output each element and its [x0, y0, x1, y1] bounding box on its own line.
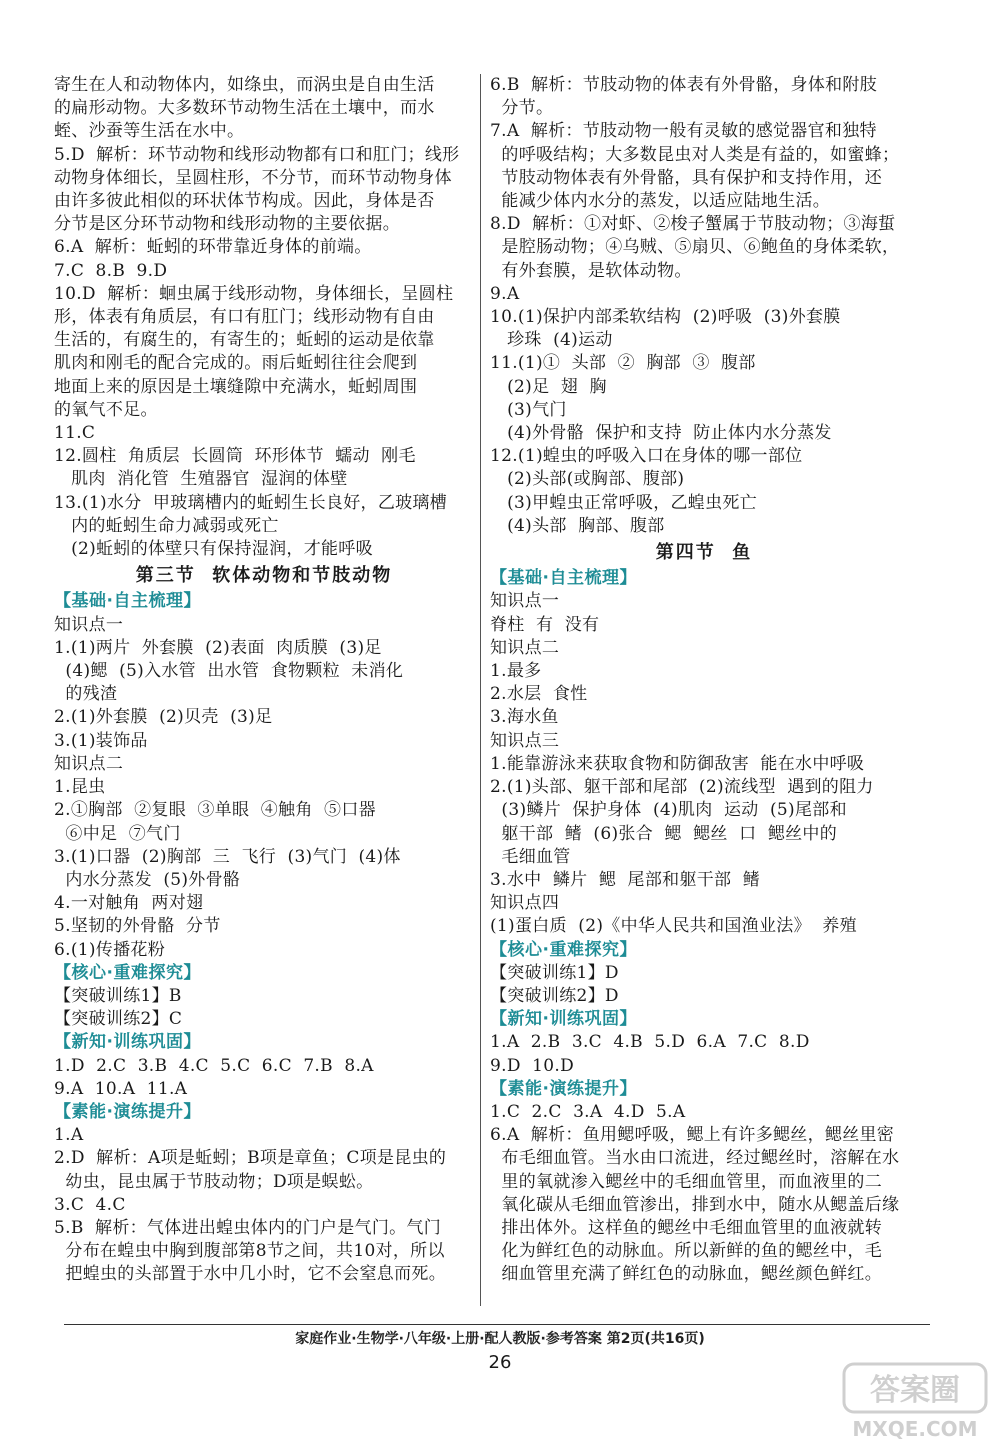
tag-core-explore: 【核心·重难探究】 — [490, 939, 637, 960]
answer-line: 细血管里充满了鲜红色的动脉血，鳃丝颜色鲜红。 — [490, 1264, 883, 1285]
answer-line: 1.A 2.B 3.C 4.B 5.D 6.A 7.C 8.D — [490, 1032, 810, 1053]
answer-line: 3.水中 鳞片 鳃 尾部和躯干部 鳍 — [490, 869, 761, 890]
column-divider — [480, 74, 481, 1306]
answer-line: (4)鳃 (5)入水管 出水管 食物颗粒 未消化 — [54, 661, 404, 682]
answer-line: 幼虫，昆虫属于节肢动物；D项是蜈蚣。 — [54, 1171, 374, 1192]
right-answers-block-1 — [490, 74, 918, 538]
left-answers-block-1 — [54, 74, 474, 561]
answer-line: 躯干部 鳍 (6)张合 鳃 鳃丝 口 鳃丝中的 — [490, 823, 838, 844]
answer-line: 1.C 2.C 3.A 4.D 5.A — [490, 1101, 686, 1122]
answer-line: 5.坚韧的外骨骼 分节 — [54, 916, 221, 937]
answer-line: 肌肉 消化管 生殖器官 湿润的体壁 — [54, 469, 348, 490]
answer-line: 1.(1)两片 外套膜 (2)表面 肉质膜 (3)足 — [54, 637, 382, 658]
answer-line: (3)甲蝗虫正常呼吸，乙蝗虫死亡 — [490, 492, 757, 513]
answer-line: 4.一对触角 两对翅 — [54, 893, 204, 914]
right-answers-block-4 — [490, 1031, 918, 1077]
right-answers-block-3 — [490, 962, 918, 1008]
answer-line: 知识点二 — [54, 753, 124, 774]
answer-line: 3.(1)口器 (2)胸部 三 飞行 (3)气门 (4)体 — [54, 846, 401, 867]
answer-line: 2.水层 食性 — [490, 684, 588, 705]
answer-line: 寄生在人和动物体内，如绦虫，而涡虫是自由生活 — [54, 75, 435, 95]
answer-line: 地面上来的原因是土壤缝隙中充满水，蚯蚓周围 — [54, 376, 418, 397]
answer-line: 内的蚯蚓生命力减弱或死亡 — [54, 515, 279, 536]
answer-line: 6.A 解析：蚯蚓的环带靠近身体的前端。 — [54, 237, 372, 258]
answer-line: 6.B 解析：节肢动物的体表有外骨骼，身体和附肢 — [490, 75, 878, 95]
answer-line: 里的氧就渗入鳃丝中的毛细血管里，而血液里的二 — [490, 1171, 883, 1192]
answer-line: 知识点三 — [490, 730, 560, 751]
watermark-logo-icon — [840, 1360, 990, 1444]
answer-line: 3.(1)装饰品 — [54, 730, 148, 751]
answer-line: 的残渣 — [54, 684, 118, 705]
answer-line: 化为鲜红色的动脉血。所以新鲜的鱼的鳃丝中，毛 — [490, 1241, 883, 1262]
tag-core-explore: 【核心·重难探究】 — [54, 962, 201, 983]
answer-line: 动物身体细长，呈圆柱形，不分节，而环节动物身体 — [54, 167, 452, 188]
answer-line: 分节。 — [490, 98, 554, 119]
answer-line: 知识点四 — [490, 893, 560, 914]
answer-line: 脊柱 有 没有 — [490, 614, 600, 635]
answer-line: 12.圆柱 角质层 长圆筒 环形体节 蠕动 刚毛 — [54, 446, 416, 467]
answer-line: 11.C — [54, 423, 96, 444]
answer-line: 形，体表有角质层，有口有肛门；线形动物有自由 — [54, 307, 435, 328]
answer-line: 11.(1)① 头部 ② 胸部 ③ 腹部 — [490, 353, 756, 374]
answer-line: 2.①胸部 ②复眼 ③单眼 ④触角 ⑤口器 — [54, 800, 376, 821]
left-answers-block-2 — [54, 614, 474, 962]
answer-line: (3)鳞片 保护身体 (4)肌肉 运动 (5)尾部和 — [490, 800, 847, 821]
answer-line: 6.A 解析：鱼用鳃呼吸，鳃上有许多鳃丝，鳃丝里密 — [490, 1125, 895, 1146]
answer-line: 布毛细血管。当水由口流进，经过鳃丝时，溶解在水 — [490, 1148, 900, 1169]
answer-line: 毛细血管 — [490, 846, 571, 867]
left-answers-block-3 — [54, 985, 474, 1031]
answer-line: 1.昆虫 — [54, 777, 106, 798]
answer-line: 3.C 4.C — [54, 1194, 126, 1215]
answer-line: (3)气门 — [490, 399, 567, 420]
answer-line: 6.(1)传播花粉 — [54, 939, 165, 960]
tag-ability-practice: 【素能·演练提升】 — [490, 1078, 637, 1099]
answer-line: 把蝗虫的头部置于水中几小时，它不会窒息而死。 — [54, 1264, 447, 1285]
answer-line: 由许多彼此相似的环状体节构成。因此，身体是否 — [54, 191, 435, 212]
answer-line: 的扁形动物。大多数环节动物生活在土壤中，而水 — [54, 98, 435, 119]
answer-line: 3.海水鱼 — [490, 707, 559, 728]
tag-basic-review: 【基础·自主梳理】 — [54, 591, 201, 612]
answer-line: 9.A — [490, 283, 520, 304]
answer-line: 【突破训练2】D — [490, 985, 619, 1006]
answer-line: (1)蛋白质 (2)《中华人民共和国渔业法》 养殖 — [490, 916, 857, 937]
answer-line: 10.(1)保护内部柔软结构 (2)呼吸 (3)外套膜 — [490, 307, 841, 328]
answer-line: 1.能靠游泳来获取食物和防御敌害 能在水中呼吸 — [490, 753, 865, 774]
answer-line: 1.D 2.C 3.B 4.C 5.C 6.C 7.B 8.A — [54, 1055, 374, 1076]
answer-line: 7.C 8.B 9.D — [54, 260, 168, 281]
answer-line: 知识点二 — [490, 637, 560, 658]
right-answers-block-2 — [490, 590, 918, 938]
answer-line: 7.A 解析：节肢动物一般有灵敏的感觉器官和独特 — [490, 121, 877, 142]
answer-line: 排出体外。这样鱼的鳃丝中毛细血管里的血液就转 — [490, 1217, 883, 1238]
footer-rule — [64, 1324, 930, 1325]
tag-new-knowledge: 【新知·训练巩固】 — [54, 1032, 201, 1053]
page-number: 26 — [488, 1352, 512, 1373]
answer-line: 2.(1)外套膜 (2)贝壳 (3)足 — [54, 707, 273, 728]
answer-line: 5.B 解析：气体进出蝗虫体内的门户是气门。气门 — [54, 1217, 442, 1238]
answer-line: 分布在蝗虫中胸到腹部第8节之间，共10对，所以 — [54, 1241, 445, 1262]
answer-line: 节肢动物体表有外骨骼，具有保护和支持作用，还 — [490, 167, 883, 188]
answer-line: 知识点一 — [490, 591, 560, 612]
answer-line: 肌肉和刚毛的配合完成的。雨后蚯蚓往往会爬到 — [54, 353, 418, 374]
answer-line: ⑥中足 ⑦气门 — [54, 823, 181, 844]
answer-line: 氧化碳从毛细血管渗出，排到水中，随水从鳃盖后缘 — [490, 1194, 900, 1215]
section-title-3: 第三节 软体动物和节肢动物 — [135, 565, 393, 587]
left-answers-block-4 — [54, 1055, 474, 1101]
answer-line: 2.(1)头部、躯干部和尾部 (2)流线型 遇到的阻力 — [490, 777, 874, 798]
answer-line: 蛭、沙蚕等生活在水中。 — [54, 121, 245, 142]
watermark-text: 答案圈 — [870, 1373, 960, 1408]
answer-line: (2)蚯蚓的体壁只有保持湿润，才能呼吸 — [54, 539, 373, 560]
right-answers-block-5 — [490, 1101, 918, 1287]
tag-new-knowledge: 【新知·训练巩固】 — [490, 1009, 637, 1030]
left-column — [54, 74, 474, 1287]
answer-line: (2)足 翅 胸 — [490, 376, 607, 397]
answer-line: 8.D 解析：①对虾、②梭子蟹属于节肢动物；③海蜇 — [490, 214, 896, 235]
answer-line: 13.(1)水分 甲玻璃槽内的蚯蚓生长良好，乙玻璃槽 — [54, 492, 448, 513]
answer-line: (2)头部(或胸部、腹部) — [490, 469, 685, 490]
right-column — [490, 74, 918, 1287]
answer-line: 生活的，有腐生的，有寄生的；蚯蚓的运动是依靠 — [54, 330, 435, 351]
answer-line: 分节是区分环节动物和线形动物的主要依据。 — [54, 214, 400, 235]
section-title-4: 第四节 鱼 — [655, 542, 753, 564]
page-footer: 家庭作业·生物学·八年级·上册·配人教版·参考答案 第2页(共16页) — [295, 1331, 705, 1347]
left-answers-block-5 — [54, 1124, 474, 1286]
answer-line: 【突破训练1】D — [490, 962, 619, 983]
answer-line: 珍珠 (4)运动 — [490, 330, 613, 351]
answer-line: 9.D 10.D — [490, 1055, 575, 1076]
answer-line: 【突破训练1】B — [54, 985, 182, 1006]
answer-line: 有外套膜，是软体动物。 — [490, 260, 692, 281]
answer-line: 5.D 解析：环节动物和线形动物都有口和肛门；线形 — [54, 144, 460, 165]
answer-line: 的呼吸结构；大多数昆虫对人类是有益的，如蜜蜂； — [490, 144, 900, 165]
answer-line: 【突破训练2】C — [54, 1009, 183, 1030]
watermark-url: MXQE.COM — [852, 1417, 978, 1441]
answer-line: 2.D 解析：A项是蚯蚓；B项是章鱼；C项是昆虫的 — [54, 1148, 447, 1169]
answer-line: 知识点一 — [54, 614, 124, 635]
tag-ability-practice: 【素能·演练提升】 — [54, 1101, 201, 1122]
answer-line: 内水分蒸发 (5)外骨骼 — [54, 869, 241, 890]
answer-line: 10.D 解析：蛔虫属于线形动物，身体细长，呈圆柱 — [54, 283, 454, 304]
answer-line: 9.A 10.A 11.A — [54, 1078, 188, 1099]
answer-line: 12.(1)蝗虫的呼吸入口在身体的哪一部位 — [490, 446, 803, 467]
answer-line: 的氧气不足。 — [54, 399, 158, 420]
tag-basic-review: 【基础·自主梳理】 — [490, 568, 637, 589]
answer-line: 1.A — [54, 1125, 84, 1146]
answer-line: (4)外骨骼 保护和支持 防止体内水分蒸发 — [490, 423, 832, 444]
answer-line: 是腔肠动物；④乌贼、⑤扇贝、⑥鲍鱼的身体柔软， — [490, 237, 900, 258]
answer-line: 1.最多 — [490, 661, 542, 682]
answer-line: (4)头部 胸部、腹部 — [490, 515, 665, 536]
answer-line: 能减少体内水分的蒸发，以适应陆地生活。 — [490, 191, 831, 212]
